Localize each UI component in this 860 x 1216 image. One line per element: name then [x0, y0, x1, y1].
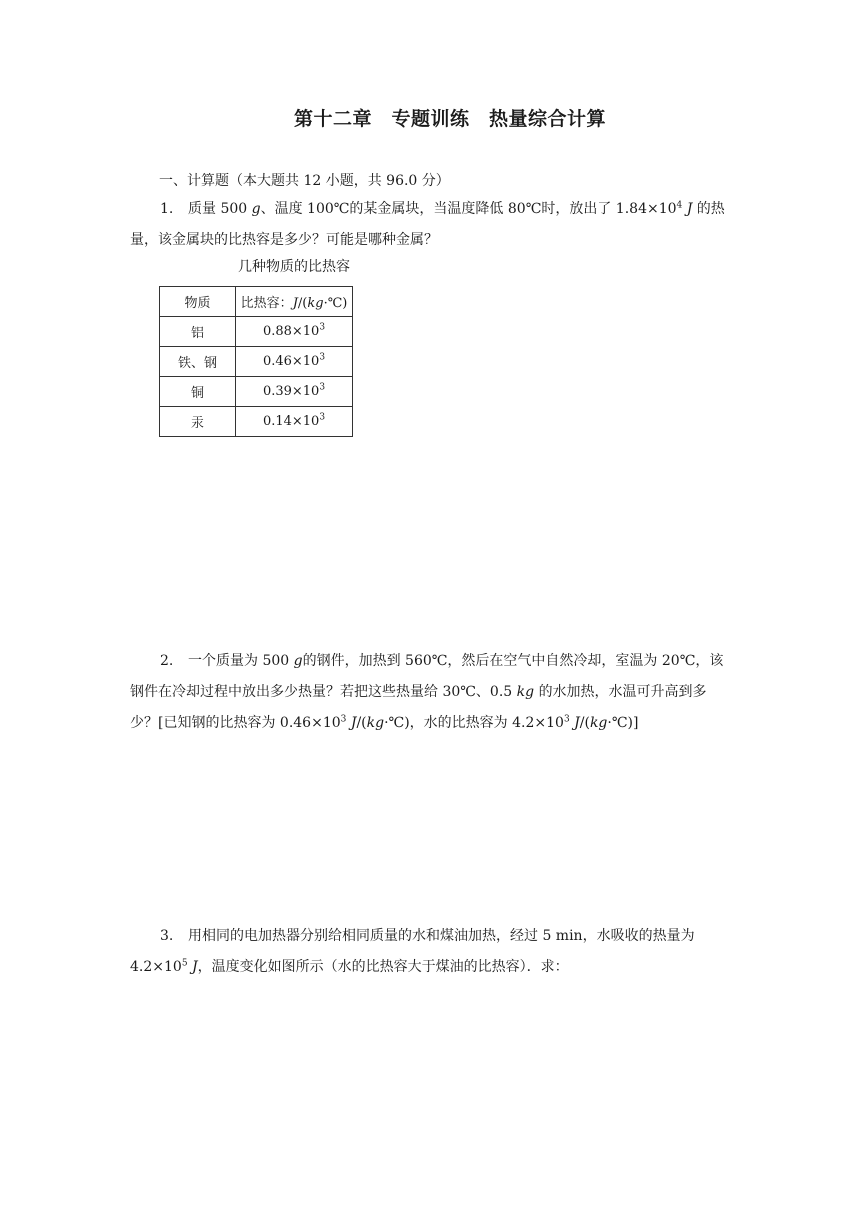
header-substance: 物质 [160, 287, 236, 317]
specific-heat-table [159, 286, 353, 437]
table-row: 汞 $0.14\times 10^3$ [160, 407, 353, 437]
page-title: 第十二章 专题训练 热量综合计算 [293, 108, 606, 130]
section-heading: 一、计算题（本大题共 12 小题，共 96.0 分） [159, 173, 450, 189]
question-1: 1. 质量 500 g、温度 100℃的某金属块，当温度降低 80℃时，放出了 $1.84\times 10^4$ J 的热量，该金属块的比热容是多少？可能是哪种金属？ [130, 194, 732, 256]
question-number: 1. [160, 201, 174, 217]
header-specific-heat: 比热容：J/(kg·℃) [236, 287, 353, 317]
question-number: 2. [160, 653, 174, 669]
table-caption: 几种物质的比热容 [238, 259, 350, 275]
table-header-row [160, 287, 353, 317]
table-row: 铜 $0.39\times 10^3$ [160, 377, 353, 407]
question-2: 2. 一个质量为 500 g的钢件，加热到 560℃，然后在空气中自然冷却，室温为 20℃，该钢件在冷却过程中放出多少热量？若把这些热量给 30℃、0.5 kg 的水加热，水温可升高到多少？[已知钢的比热容为 $0.46\times 10^3$ J/(kg·℃)，水的比热容为 $4.2\times 10^3$ J/(kg·℃)] [130, 646, 732, 739]
table-row: 铝 $0.88\times 10^3$ [160, 317, 353, 347]
question-3: 3. 用相同的电加热器分别给相同质量的水和煤油加热，经过 5 min，水吸收的热量为 $4.2\times 10^5$ J，温度变化如图所示（水的比热容大于煤油的比热容）．求： [130, 921, 732, 983]
question-number: 3. [160, 928, 174, 944]
table-row: 铁、钢 $0.46\times 10^3$ [160, 347, 353, 377]
